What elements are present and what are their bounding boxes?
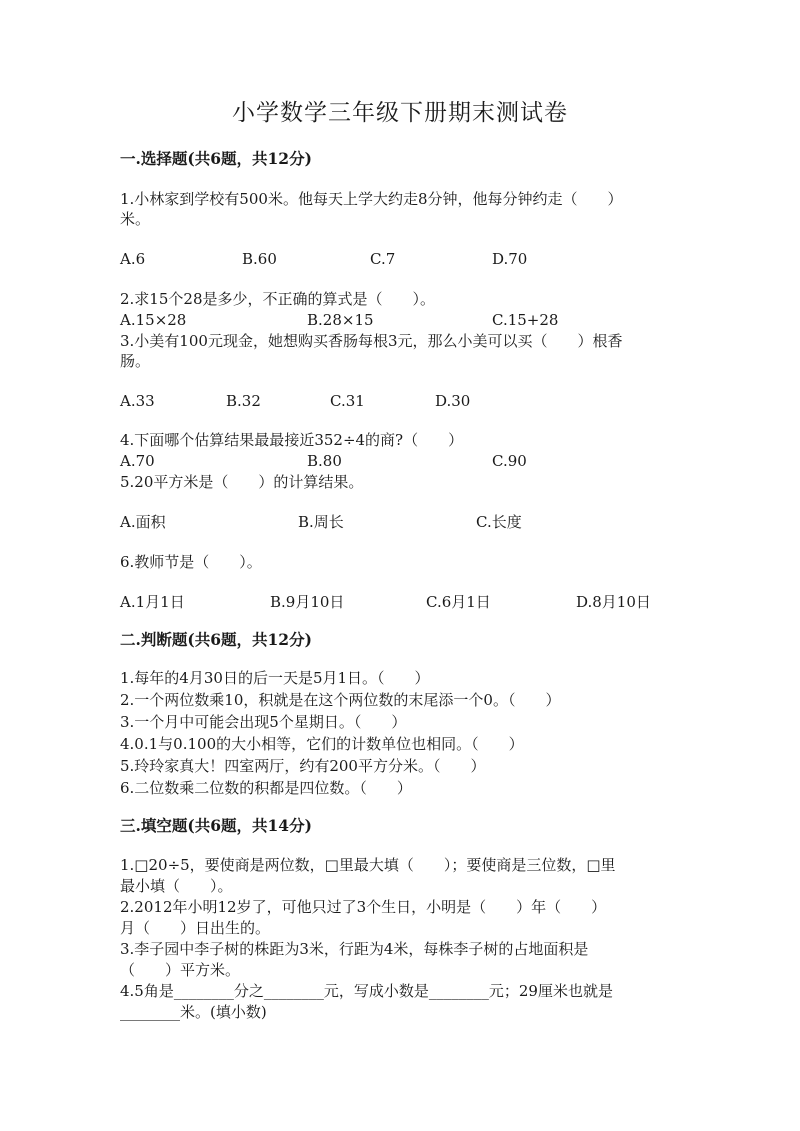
- question-line: 3.小美有100元现金，她想购买香肠每根3元，那么小美可以买（ ）根香: [120, 332, 623, 350]
- option-c: C.长度: [476, 513, 522, 531]
- question-line: 肠。: [120, 352, 151, 370]
- question-line: 4.5角是________分之________元，写成小数是________元；29厘米也就是: [120, 982, 613, 1000]
- question-line: 1.小林家到学校有500米。他每天上学大约走8分钟，他每分钟约走（ ）: [120, 190, 623, 208]
- question-line: 米。: [120, 210, 151, 228]
- option-c: C.15+28: [492, 311, 559, 329]
- option-d: D.30: [435, 392, 471, 410]
- option-d: D.8月10日: [576, 593, 651, 611]
- option-c: C.7: [370, 250, 396, 268]
- question-line: 3.一个月中可能会出现5个星期日。（ ）: [120, 713, 407, 731]
- question-line: 4.下面哪个估算结果最最接近352÷4的商?（ ）: [120, 431, 464, 449]
- question-line: 2.求15个28是多少，不正确的算式是（ ）。: [120, 290, 435, 308]
- question-line: 5.20平方米是（ ）的计算结果。: [120, 473, 364, 491]
- option-c: C.6月1日: [426, 593, 491, 611]
- question-line: 月（ ）日出生的。: [120, 919, 271, 937]
- option-b: B.28×15: [307, 311, 374, 329]
- question-line: 4.0.1与0.100的大小相等，它们的计数单位也相同。（ ）: [120, 735, 524, 753]
- option-a: A.1月1日: [120, 593, 185, 611]
- question-line: 2.一个两位数乘10，积就是在这个两位数的末尾添一个0。（ ）: [120, 691, 561, 709]
- question-line: 3.李子园中李子树的株距为3米，行距为4米，每株李子树的占地面积是: [120, 940, 589, 958]
- question-line: 6.二位数乘二位数的积都是四位数。（ ）: [120, 779, 412, 797]
- question-line: ________米。(填小数): [120, 1003, 267, 1021]
- section-heading-fill-blank: 三.填空题(共6题，共14分): [120, 816, 312, 835]
- option-b: B.周长: [298, 513, 344, 531]
- option-a: A.33: [120, 392, 155, 410]
- question-line: 最小填（ ）。: [120, 877, 233, 895]
- option-a: A.70: [120, 452, 155, 470]
- option-d: D.70: [492, 250, 528, 268]
- option-b: B.80: [307, 452, 342, 470]
- question-line: 1.□20÷5，要使商是两位数，□里最大填（ ）；要使商是三位数，□里: [120, 856, 616, 874]
- question-line: 2.2012年小明12岁了，可他只过了3个生日，小明是（ ）年（ ）: [120, 898, 607, 916]
- question-line: 5.玲玲家真大！四室两厅，约有200平方分米。（ ）: [120, 757, 486, 775]
- option-b: B.32: [226, 392, 261, 410]
- option-a: A.15×28: [120, 311, 187, 329]
- page-title: 小学数学三年级下册期末测试卷: [232, 100, 568, 126]
- option-a: A.面积: [120, 513, 166, 531]
- section-heading-choice: 一.选择题(共6题，共12分): [120, 149, 312, 168]
- option-a: A.6: [120, 250, 146, 268]
- option-b: B.9月10日: [270, 593, 345, 611]
- option-c: C.90: [492, 452, 527, 470]
- option-c: C.31: [330, 392, 365, 410]
- question-line: 6.教师节是（ ）。: [120, 553, 262, 571]
- question-line: （ ）平方米。: [120, 961, 241, 979]
- question-line: 1.每年的4月30日的后一天是5月1日。（ ）: [120, 669, 430, 687]
- section-heading-judgement: 二.判断题(共6题，共12分): [120, 630, 312, 649]
- option-b: B.60: [242, 250, 277, 268]
